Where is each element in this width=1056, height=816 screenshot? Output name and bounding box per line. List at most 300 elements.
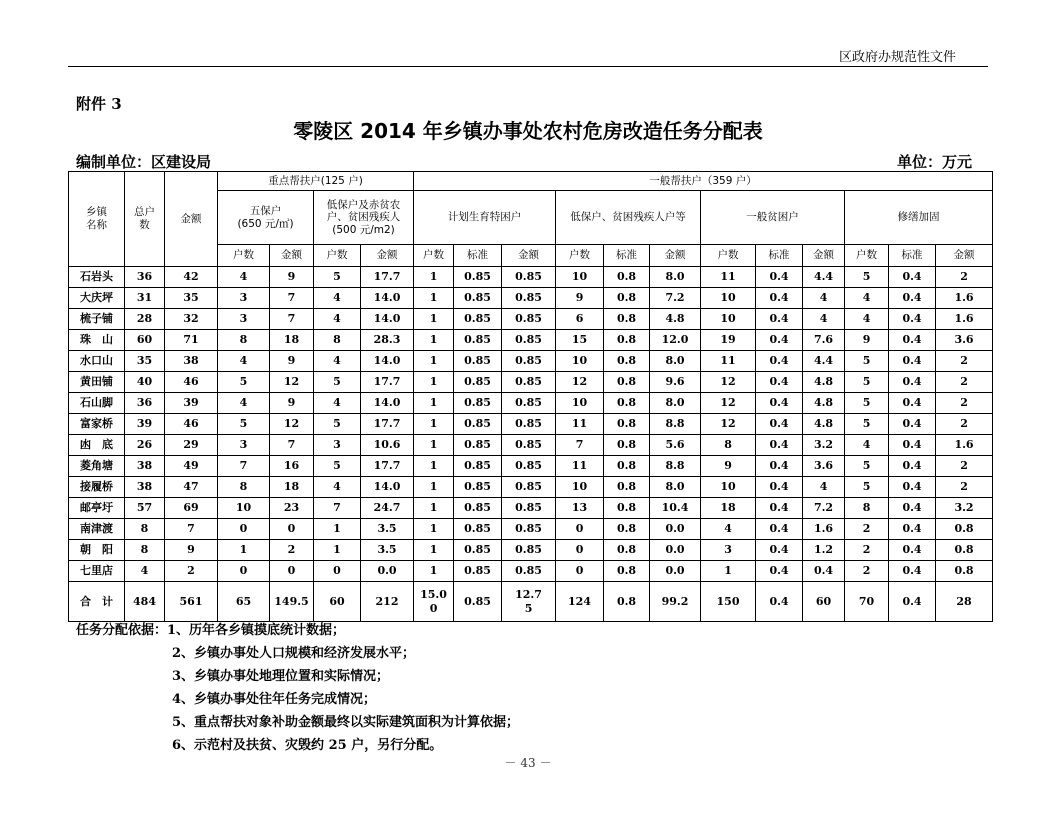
header-key-group: 重点帮扶户(125 户) [218, 172, 414, 191]
town-name: 接履桥 [69, 477, 125, 498]
table-cell: 0.4 [889, 351, 936, 372]
header-poor: 一般贫困户 [701, 191, 845, 245]
table-cell: 0 [218, 519, 270, 540]
subheader-amount: 金额 [270, 245, 314, 267]
table-cell: 0.85 [454, 288, 502, 309]
table-cell: 71 [165, 330, 218, 351]
table-cell: 49 [165, 456, 218, 477]
table-cell: 10 [556, 267, 604, 288]
table-cell: 0.85 [502, 393, 556, 414]
table-cell: 7 [218, 456, 270, 477]
table-cell: 8.0 [650, 477, 701, 498]
table-cell: 23 [270, 498, 314, 519]
table-cell: 7 [314, 498, 361, 519]
table-cell: 149.5 [270, 582, 314, 622]
subheader-households: 户数 [701, 245, 756, 267]
subheader-standard: 标准 [889, 245, 936, 267]
table-cell: 0.85 [502, 519, 556, 540]
header-wubao: 五保户 (650 元/㎡) [218, 191, 314, 245]
table-cell: 36 [125, 393, 165, 414]
table-cell: 38 [125, 477, 165, 498]
table-cell: 2 [270, 540, 314, 561]
subheader-households: 户数 [218, 245, 270, 267]
town-name: 石岩头 [69, 267, 125, 288]
table-cell: 8 [125, 540, 165, 561]
table-cell: 11 [556, 456, 604, 477]
table-cell: 18 [270, 330, 314, 351]
table-cell: 11 [701, 267, 756, 288]
basis-item: 1、历年各乡镇摸底统计数据； [167, 623, 346, 638]
table-cell: 0.85 [502, 414, 556, 435]
table-cell: 8 [701, 435, 756, 456]
table-cell: 5 [845, 414, 889, 435]
table-row [69, 477, 993, 498]
table-cell: 0.4 [756, 582, 803, 622]
table-cell: 60 [314, 582, 361, 622]
table-cell: 0.4 [756, 414, 803, 435]
table-cell: 0.8 [604, 456, 650, 477]
table-cell: 0.85 [454, 456, 502, 477]
table-cell: 0 [556, 561, 604, 582]
table-cell: 1 [414, 372, 454, 393]
table-cell: 38 [125, 456, 165, 477]
table-cell: 0.8 [604, 393, 650, 414]
table-cell: 3.5 [361, 519, 414, 540]
annex-label: 附件 3 [76, 95, 122, 113]
table-cell: 4 [125, 561, 165, 582]
table-cell: 8 [314, 330, 361, 351]
table-cell: 0.85 [454, 309, 502, 330]
table-cell: 8 [218, 477, 270, 498]
table-cell: 4.4 [803, 267, 845, 288]
table-cell: 31 [125, 288, 165, 309]
table-cell: 1 [414, 540, 454, 561]
table-cell: 1.6 [803, 519, 845, 540]
table-cell: 1 [414, 393, 454, 414]
table-cell: 4.8 [803, 393, 845, 414]
table-cell: 17.7 [361, 267, 414, 288]
table-cell: 42 [165, 267, 218, 288]
table-cell: 4 [803, 477, 845, 498]
table-cell: 0.85 [502, 309, 556, 330]
table-cell: 7 [270, 435, 314, 456]
total-row [69, 582, 993, 622]
town-name: 梳子铺 [69, 309, 125, 330]
table-cell: 0.8 [604, 477, 650, 498]
table-cell: 0.8 [936, 561, 993, 582]
table-cell: 1 [218, 540, 270, 561]
table-cell: 57 [125, 498, 165, 519]
table-cell: 69 [165, 498, 218, 519]
table-cell: 0.4 [756, 372, 803, 393]
table-cell: 1.6 [936, 288, 993, 309]
table-cell: 0.85 [454, 561, 502, 582]
town-name: 珠 山 [69, 330, 125, 351]
table-cell: 17.7 [361, 372, 414, 393]
basis-label: 任务分配依据： [76, 623, 168, 638]
table-cell: 5 [218, 372, 270, 393]
table-cell: 10 [556, 351, 604, 372]
table-cell: 0 [556, 519, 604, 540]
table-cell: 0.85 [454, 582, 502, 622]
table-cell: 2 [936, 351, 993, 372]
table-cell: 4 [314, 288, 361, 309]
table-cell: 10 [556, 477, 604, 498]
table-cell: 0.4 [889, 435, 936, 456]
table-cell: 3 [701, 540, 756, 561]
table-cell: 1 [414, 561, 454, 582]
table-cell: 46 [165, 372, 218, 393]
table-row [69, 519, 993, 540]
allocation-basis [76, 619, 519, 757]
table-cell: 8.8 [650, 456, 701, 477]
table-cell: 11 [556, 414, 604, 435]
table-cell: 40 [125, 372, 165, 393]
table-cell: 1 [701, 561, 756, 582]
subheader-standard: 标准 [604, 245, 650, 267]
table-cell: 5 [845, 393, 889, 414]
table-cell: 4.8 [650, 309, 701, 330]
table-cell: 1.2 [803, 540, 845, 561]
table-cell: 0.4 [756, 456, 803, 477]
table-cell: 4 [845, 288, 889, 309]
table-cell: 0.85 [502, 435, 556, 456]
table-cell: 36 [125, 267, 165, 288]
table-cell: 0.8 [936, 519, 993, 540]
table-cell: 9 [270, 267, 314, 288]
table-cell: 7.2 [650, 288, 701, 309]
table-cell: 0.4 [889, 372, 936, 393]
table-cell: 0.85 [454, 519, 502, 540]
table-cell: 0.4 [889, 288, 936, 309]
table-cell: 10.4 [650, 498, 701, 519]
table-cell: 70 [845, 582, 889, 622]
table-cell: 0.0 [650, 519, 701, 540]
table-row [69, 540, 993, 561]
table-cell: 12 [556, 372, 604, 393]
table-cell: 0 [314, 561, 361, 582]
table-cell: 0.8 [604, 330, 650, 351]
table-cell: 0.8 [604, 561, 650, 582]
table-cell: 2 [936, 456, 993, 477]
basis-item: 6、示范村及扶贫、灾毁约 25 户，另行分配。 [172, 738, 443, 753]
table-cell: 8.0 [650, 351, 701, 372]
header-general-group: 一般帮扶户（359 户） [414, 172, 993, 191]
table-cell: 1 [414, 309, 454, 330]
table-cell: 4.4 [803, 351, 845, 372]
table-cell: 0.85 [454, 477, 502, 498]
table-cell: 0.85 [454, 540, 502, 561]
table-cell: 5 [314, 414, 361, 435]
table-cell: 4 [314, 351, 361, 372]
table-cell: 0.4 [756, 393, 803, 414]
table-cell: 12 [270, 372, 314, 393]
table-cell: 5 [314, 267, 361, 288]
table-cell: 19 [701, 330, 756, 351]
table-cell: 2 [845, 519, 889, 540]
table-cell: 12 [701, 414, 756, 435]
allocation-table [68, 171, 993, 622]
table-cell: 0 [270, 561, 314, 582]
table-cell: 0.8 [604, 351, 650, 372]
table-cell: 124 [556, 582, 604, 622]
town-name: 合 计 [69, 582, 125, 622]
table-cell: 60 [125, 330, 165, 351]
table-cell: 14.0 [361, 351, 414, 372]
table-cell: 12 [701, 372, 756, 393]
table-cell: 0.4 [889, 540, 936, 561]
table-cell: 1 [414, 351, 454, 372]
table-cell: 0.85 [454, 435, 502, 456]
table-cell: 4 [218, 267, 270, 288]
table-cell: 0.4 [756, 540, 803, 561]
table-cell: 9 [556, 288, 604, 309]
table-cell: 3 [314, 435, 361, 456]
table-cell: 10 [701, 309, 756, 330]
table-row [69, 393, 993, 414]
subheader-households: 户数 [556, 245, 604, 267]
table-row [69, 267, 993, 288]
table-cell: 0.4 [889, 309, 936, 330]
table-cell: 9 [270, 393, 314, 414]
table-cell: 4 [701, 519, 756, 540]
table-cell: 0.4 [756, 435, 803, 456]
table-cell: 0.85 [454, 393, 502, 414]
town-name: 南津渡 [69, 519, 125, 540]
table-cell: 4.8 [803, 414, 845, 435]
table-cell: 26 [125, 435, 165, 456]
table-cell: 12.0 [650, 330, 701, 351]
table-cell: 0.4 [756, 561, 803, 582]
table-cell: 3.2 [936, 498, 993, 519]
table-cell: 4 [314, 393, 361, 414]
table-row [69, 309, 993, 330]
table-row [69, 288, 993, 309]
table-cell: 5 [845, 351, 889, 372]
table-cell: 0.8 [604, 267, 650, 288]
table-cell: 561 [165, 582, 218, 622]
table-cell: 99.2 [650, 582, 701, 622]
table-cell: 4.8 [803, 372, 845, 393]
table-cell: 0.4 [889, 477, 936, 498]
table-cell: 7.2 [803, 498, 845, 519]
table-cell: 17.7 [361, 456, 414, 477]
town-name: 水口山 [69, 351, 125, 372]
table-cell: 1 [414, 456, 454, 477]
table-cell: 1.6 [936, 435, 993, 456]
table-cell: 28 [125, 309, 165, 330]
table-cell: 0.85 [502, 372, 556, 393]
table-cell: 3.6 [936, 330, 993, 351]
unit-label: 单位：万元 [896, 153, 972, 171]
table-cell: 4 [218, 393, 270, 414]
table-cell: 5 [845, 372, 889, 393]
table-cell: 47 [165, 477, 218, 498]
table-cell: 4 [314, 309, 361, 330]
table-cell: 0.8 [604, 582, 650, 622]
table-row [69, 561, 993, 582]
subheader-households: 户数 [414, 245, 454, 267]
table-cell: 0 [556, 540, 604, 561]
subheader-households: 户数 [314, 245, 361, 267]
basis-item: 2、乡镇办事处人口规模和经济发展水平； [172, 646, 416, 661]
table-cell: 0.85 [454, 330, 502, 351]
subheader-amount: 金额 [936, 245, 993, 267]
table-cell: 39 [165, 393, 218, 414]
table-cell: 60 [803, 582, 845, 622]
page-title: 零陵区 2014 年乡镇办事处农村危房改造任务分配表 [293, 119, 763, 143]
table-cell: 2 [165, 561, 218, 582]
subheader-standard: 标准 [454, 245, 502, 267]
table-cell: 4 [803, 288, 845, 309]
table-row [69, 414, 993, 435]
table-cell: 0.85 [502, 456, 556, 477]
table-row [69, 351, 993, 372]
table-cell: 15 [556, 330, 604, 351]
table-cell: 0.8 [604, 498, 650, 519]
header-family-planning: 计划生育特困户 [414, 191, 556, 245]
table-cell: 0.85 [502, 477, 556, 498]
table-cell: 0.85 [502, 267, 556, 288]
table-cell: 12 [270, 414, 314, 435]
table-cell: 4 [845, 309, 889, 330]
table-cell: 8 [125, 519, 165, 540]
table-cell: 0.4 [803, 561, 845, 582]
basis-item: 5、重点帮扶对象补助金额最终以实际建筑面积为计算依据； [172, 715, 520, 730]
table-cell: 10.6 [361, 435, 414, 456]
table-cell: 29 [165, 435, 218, 456]
table-cell: 12.7 5 [502, 582, 556, 622]
table-cell: 8 [218, 330, 270, 351]
table-cell: 35 [125, 351, 165, 372]
table-cell: 3.6 [803, 456, 845, 477]
table-cell: 32 [165, 309, 218, 330]
table-cell: 3.5 [361, 540, 414, 561]
table-cell: 8 [845, 498, 889, 519]
town-name: 富家桥 [69, 414, 125, 435]
town-name: 邮亭圩 [69, 498, 125, 519]
table-cell: 0.85 [454, 414, 502, 435]
header-divider [68, 66, 988, 67]
table-cell: 1 [414, 435, 454, 456]
table-cell: 4 [218, 351, 270, 372]
table-cell: 0.8 [936, 540, 993, 561]
table-cell: 5 [845, 267, 889, 288]
subheader-amount: 金额 [502, 245, 556, 267]
table-cell: 1 [414, 477, 454, 498]
table-cell: 1 [414, 267, 454, 288]
table-cell: 6 [556, 309, 604, 330]
table-cell: 10 [701, 477, 756, 498]
town-name: 黄田铺 [69, 372, 125, 393]
table-cell: 46 [165, 414, 218, 435]
table-cell: 0.4 [756, 477, 803, 498]
table-cell: 7.6 [803, 330, 845, 351]
table-cell: 14.0 [361, 288, 414, 309]
table-cell: 35 [165, 288, 218, 309]
table-cell: 0.85 [502, 330, 556, 351]
table-cell: 0.8 [604, 435, 650, 456]
table-cell: 212 [361, 582, 414, 622]
town-name: 大庆坪 [69, 288, 125, 309]
table-cell: 0.4 [889, 561, 936, 582]
town-name: 朝 阳 [69, 540, 125, 561]
table-cell: 9 [165, 540, 218, 561]
document-category: 区政府办规范性文件 [838, 50, 956, 65]
compiling-unit: 编制单位：区建设局 [76, 153, 212, 171]
table-cell: 0.4 [889, 414, 936, 435]
town-name: 菱角塘 [69, 456, 125, 477]
table-cell: 9 [270, 351, 314, 372]
table-cell: 16 [270, 456, 314, 477]
table-cell: 0.4 [889, 582, 936, 622]
table-cell: 0 [218, 561, 270, 582]
subheader-households: 户数 [845, 245, 889, 267]
table-cell: 0.4 [756, 351, 803, 372]
table-cell: 39 [125, 414, 165, 435]
table-cell: 3 [218, 435, 270, 456]
table-row [69, 456, 993, 477]
table-cell: 9 [701, 456, 756, 477]
table-cell: 1 [414, 330, 454, 351]
table-cell: 0.85 [454, 498, 502, 519]
table-cell: 0.4 [889, 330, 936, 351]
table-cell: 4 [845, 435, 889, 456]
table-cell: 2 [936, 393, 993, 414]
table-cell: 2 [936, 372, 993, 393]
table-cell: 8.0 [650, 393, 701, 414]
table-cell: 17.7 [361, 414, 414, 435]
table-cell: 10 [218, 498, 270, 519]
table-cell: 0.85 [454, 267, 502, 288]
table-cell: 0.8 [604, 540, 650, 561]
table-cell: 3.2 [803, 435, 845, 456]
table-cell: 0.85 [502, 561, 556, 582]
table-cell: 484 [125, 582, 165, 622]
table-cell: 4 [803, 309, 845, 330]
table-cell: 0.85 [454, 372, 502, 393]
table-cell: 0.8 [604, 372, 650, 393]
table-cell: 3 [218, 309, 270, 330]
table-cell: 24.7 [361, 498, 414, 519]
table-cell: 18 [701, 498, 756, 519]
table-cell: 5 [314, 372, 361, 393]
table-row [69, 435, 993, 456]
table-cell: 0.85 [502, 498, 556, 519]
table-cell: 28 [936, 582, 993, 622]
table-row [69, 330, 993, 351]
table-cell: 10 [556, 393, 604, 414]
basis-item: 4、乡镇办事处往年任务完成情况； [172, 692, 377, 707]
header-town: 乡镇 名称 [69, 172, 125, 267]
table-cell: 0.85 [502, 540, 556, 561]
table-cell: 0.4 [889, 393, 936, 414]
table-cell: 2 [936, 267, 993, 288]
table-cell: 7 [165, 519, 218, 540]
table-cell: 0.4 [756, 309, 803, 330]
table-cell: 0.0 [650, 561, 701, 582]
table-cell: 0.4 [889, 519, 936, 540]
table-cell: 0.0 [650, 540, 701, 561]
table-cell: 2 [845, 561, 889, 582]
subheader-amount: 金额 [803, 245, 845, 267]
subheader-amount: 金额 [361, 245, 414, 267]
table-row [69, 372, 993, 393]
table-cell: 1.6 [936, 309, 993, 330]
table-cell: 3 [218, 288, 270, 309]
header-dibao-key: 低保户及赤贫农 户、贫困残疾人 (500 元/m2) [314, 191, 414, 245]
table-cell: 0.85 [502, 351, 556, 372]
